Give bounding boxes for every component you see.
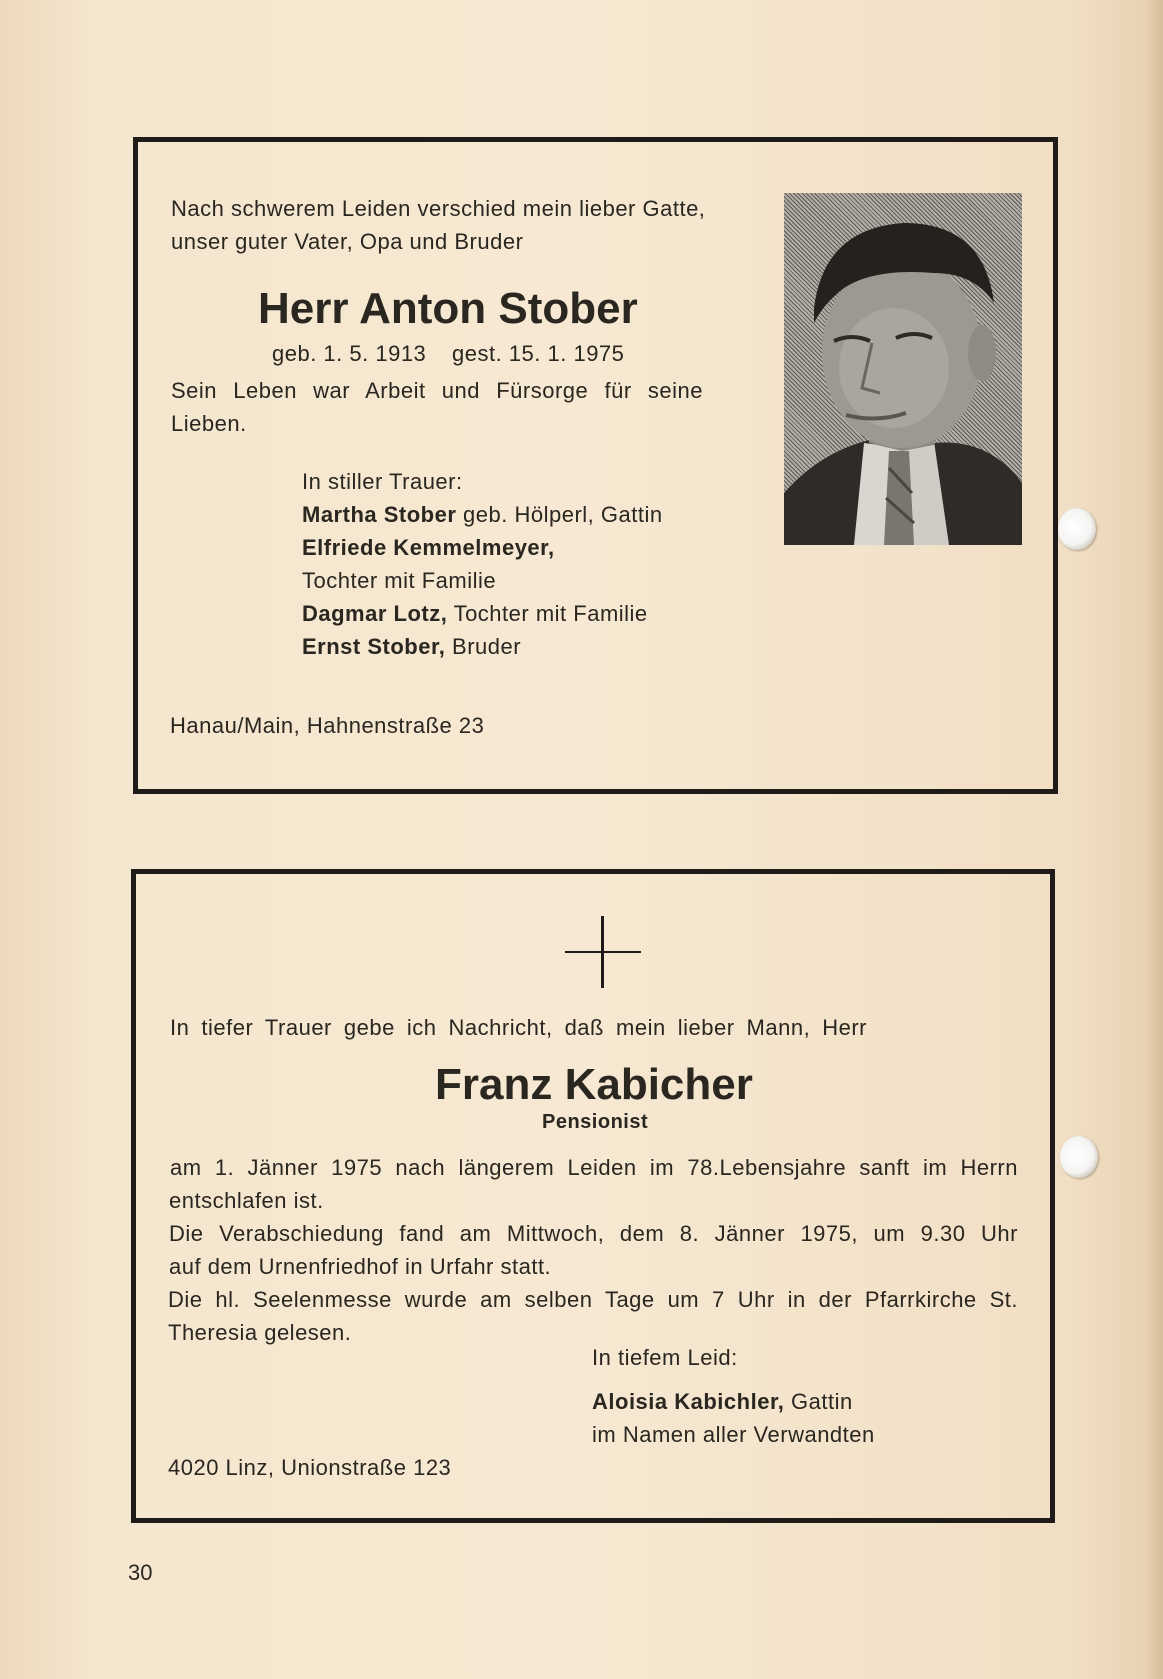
intro-line-2: unser guter Vater, Opa und Bruder (171, 229, 524, 254)
body-line-5: Die hl. Seelenmesse wurde am selben Tage um 7 Uhr in der Pfarrkirche St. (168, 1287, 1018, 1312)
obituary-notice-kabicher (131, 869, 1055, 1523)
body-line-2: entschlafen ist. (169, 1188, 324, 1213)
body-line-3: Die Verabschiedung fand am Mittwoch, dem 8. Jänner 1975, um 9.30 Uhr (169, 1221, 1018, 1246)
portrait-illustration (784, 193, 1022, 545)
page-number: 30 (128, 1560, 153, 1585)
obituary-notice-stober (133, 137, 1058, 794)
mourner-1 (302, 498, 663, 531)
portrait-photo (784, 193, 1022, 545)
address: Hanau/Main, Hahnenstraße 23 (170, 713, 485, 738)
cross-icon (565, 916, 641, 988)
body-line-6: Theresia gelesen. (168, 1320, 352, 1345)
mourner-name: Aloisia Kabichler, (592, 1389, 785, 1414)
body-line-4: auf dem Urnenfriedhof in Urfahr statt. (169, 1254, 552, 1279)
death-date: gest. 15. 1. 1975 (452, 341, 625, 366)
mourner-note: im Namen aller Verwandten (592, 1422, 875, 1447)
mourner-2-relation (302, 564, 496, 597)
page-edge (1145, 0, 1163, 1679)
deceased-name: Herr Anton Stober (258, 284, 638, 333)
life-line-1: Sein Leben war Arbeit und Fürsorge für seine (171, 378, 703, 403)
mourner-name: Elfriede Kemmelmeyer, (302, 535, 555, 560)
mourner-name: Dagmar Lotz, (302, 601, 448, 626)
intro-line: In tiefer Trauer gebe ich Nachricht, daß mein lieber Mann, Herr (170, 1015, 867, 1040)
mourner-4 (302, 630, 521, 663)
mourner-2 (302, 531, 555, 564)
mourner-relation: Tochter mit Familie (447, 601, 648, 626)
mourner-relation: geb. Hölperl, Gattin (456, 502, 663, 527)
mourning-intro: In tiefem Leid: (592, 1345, 738, 1370)
mourner-relation: Bruder (445, 634, 522, 659)
mourner-3 (302, 597, 648, 630)
mourner-relation: Tochter mit Familie (302, 568, 497, 593)
body-line-1: am 1. Jänner 1975 nach längerem Leiden im 78.Lebensjahre sanft im Herrn (170, 1155, 1018, 1180)
punch-hole (1058, 508, 1096, 550)
address: 4020 Linz, Unionstraße 123 (168, 1455, 452, 1480)
mourner-relation: Gattin (784, 1389, 853, 1414)
intro-line-1: Nach schwerem Leiden verschied mein lieber Gatte, (171, 196, 706, 221)
mourner-name: Martha Stober (302, 502, 457, 527)
deceased-name: Franz Kabicher (435, 1060, 753, 1109)
mourner (592, 1385, 853, 1418)
life-line-2: Lieben. (171, 411, 247, 436)
occupation: Pensionist (542, 1111, 649, 1133)
mourning-intro: In stiller Trauer: (302, 469, 463, 494)
punch-hole (1060, 1136, 1098, 1178)
mourner-name: Ernst Stober, (302, 634, 446, 659)
birth-date: geb. 1. 5. 1913 (272, 341, 427, 366)
